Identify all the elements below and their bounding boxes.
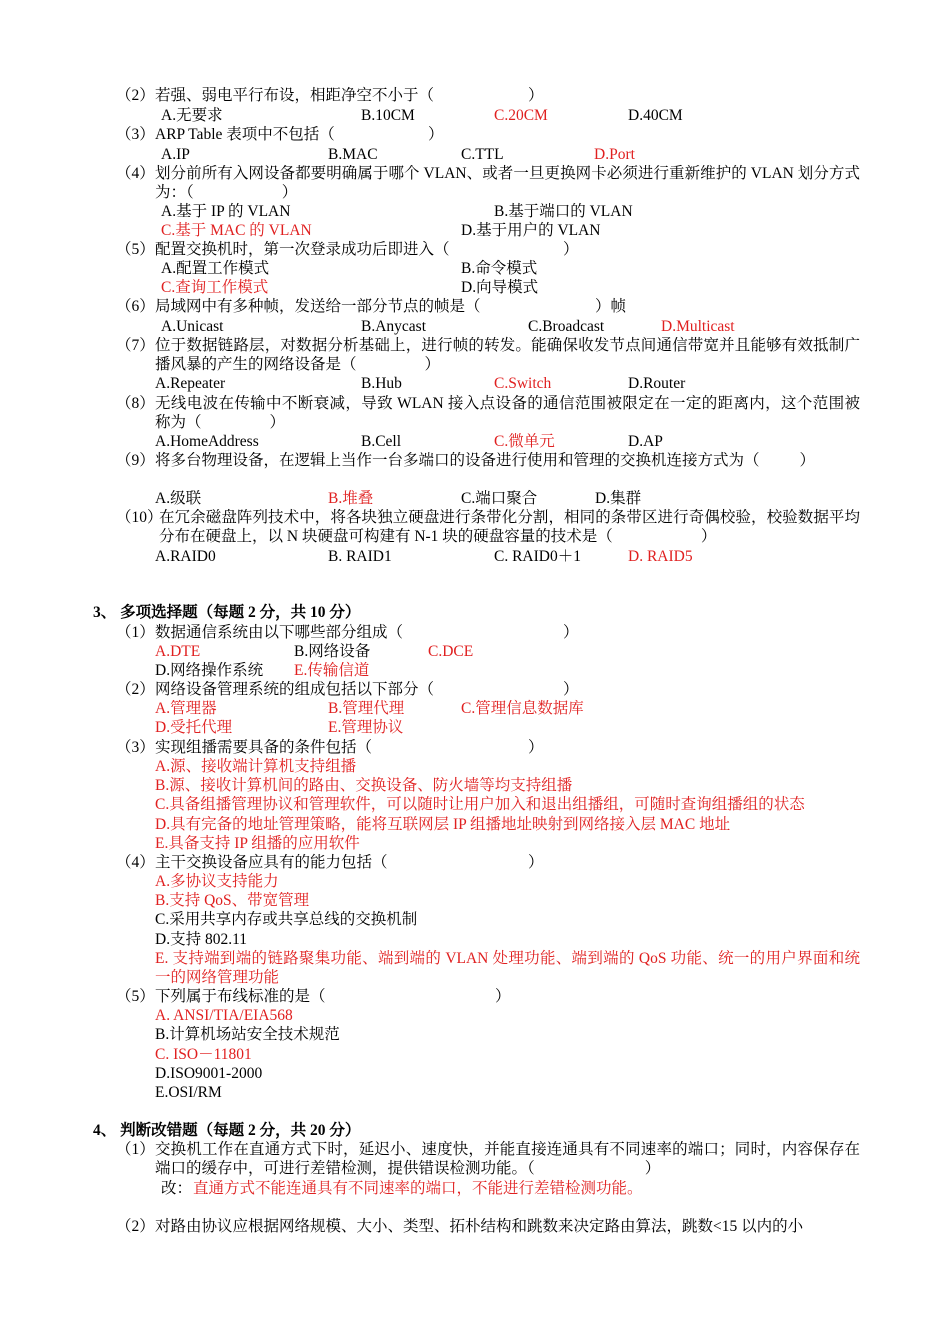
m1-number: （1） bbox=[116, 624, 155, 641]
m2-close: ） bbox=[563, 681, 579, 698]
m4-option-b-answer: B.支持 QoS、带宽管理 bbox=[155, 892, 310, 909]
m3-option-c-answer: C.具备组播管理协议和管理软件，可以随时让用户加入和退出组播组，可随时查询组播组的状态 bbox=[155, 796, 805, 813]
q5-stem: 配置交换机时，第一次登录成功后即进入（ bbox=[155, 241, 450, 258]
q2-close: ） bbox=[528, 87, 544, 104]
q8-option-c-answer: C.微单元 bbox=[494, 433, 555, 450]
q3-option-d-answer: D.Port bbox=[594, 146, 635, 163]
q5-number: （5） bbox=[116, 241, 155, 258]
q3-option-b: B.MAC bbox=[328, 146, 378, 163]
q3-option-a: A.IP bbox=[161, 146, 190, 163]
q2-option-a: A.无要求 bbox=[161, 107, 223, 124]
m3-option-b-answer: B.源、接收计算机间的路由、交换设备、防火墙等均支持组播 bbox=[155, 777, 573, 794]
q5-option-d: D.向导模式 bbox=[461, 279, 539, 296]
j2-number: （2） bbox=[116, 1218, 155, 1235]
section-4-heading: 4、 判断改错题（每题 2 分，共 20 分） bbox=[93, 1122, 361, 1139]
q10-option-c: C. RAID0＋1 bbox=[494, 548, 581, 565]
m3-option-a-answer: A.源、接收端计算机支持组播 bbox=[155, 758, 357, 775]
m5-option-c-answer: C. ISO－11801 bbox=[155, 1046, 252, 1063]
q2-stem: 若强、弱电平行布设，相距净空不小于（ bbox=[155, 87, 435, 104]
m2-option-a-answer: A.管理器 bbox=[155, 700, 217, 717]
q2-option-c-answer: C.20CM bbox=[494, 107, 548, 124]
m5-option-d: D.ISO9001-2000 bbox=[155, 1065, 263, 1082]
q6-stem: 局域网中有多种帧，发送给一部分节点的帧是（ bbox=[155, 298, 481, 315]
m5-number: （5） bbox=[116, 988, 155, 1005]
q8-option-a: A.HomeAddress bbox=[155, 433, 259, 450]
m5-option-a-answer: A. ANSI/TIA/EIA568 bbox=[155, 1007, 293, 1024]
m3-close: ） bbox=[528, 739, 544, 756]
q4-option-b: B.基于端口的 VLAN bbox=[494, 203, 633, 220]
q10-option-d-answer: D. RAID5 bbox=[628, 548, 693, 565]
q2-number: （2） bbox=[116, 87, 155, 104]
m2-option-e-answer: E.管理协议 bbox=[328, 719, 404, 736]
q9-option-b-answer: B.堆叠 bbox=[328, 490, 374, 507]
m4-number: （4） bbox=[116, 854, 155, 871]
q7-option-a: A.Repeater bbox=[155, 375, 226, 392]
q10-stem: 在冗余磁盘阵列技术中，将各块独立硬盘进行条带化分割，相同的条带区进行奇偶校验，校验数据平均分布在硬盘上，以 N 块硬盘可构建有 N-1 块的硬盘容量的技术是（ ） bbox=[159, 509, 860, 545]
m1-option-a-answer: A.DTE bbox=[155, 643, 201, 660]
m4-option-d: D.支持 802.11 bbox=[155, 931, 247, 948]
m5-stem: 下列属于布线标准的是（ bbox=[155, 988, 326, 1005]
m1-close: ） bbox=[563, 624, 579, 641]
q3-option-c: C.TTL bbox=[461, 146, 504, 163]
q8-option-d: D.AP bbox=[628, 433, 663, 450]
m4-stem: 主干交换设备应具有的能力包括（ bbox=[155, 854, 388, 871]
q8-stem: 无线电波在传输中不断衰减，导致 WLAN 接入点设备的通信范围被限定在一定的距离内，这个范围被称为（ ） bbox=[155, 395, 860, 431]
m4-option-c: C.采用共享内存或共享总线的交换机制 bbox=[155, 911, 418, 928]
q7-option-d: D.Router bbox=[628, 375, 686, 392]
q3-close: ） bbox=[428, 126, 444, 143]
q3-stem: ARP Table 表项中不包括（ bbox=[155, 126, 335, 143]
m2-stem: 网络设备管理系统的组成包括以下部分（ bbox=[155, 681, 435, 698]
q9-number: （9） bbox=[116, 452, 155, 469]
q7-number: （7） bbox=[116, 337, 155, 354]
q4-option-a: A.基于 IP 的 VLAN bbox=[161, 203, 291, 220]
m3-option-d-answer: D.具有完备的地址管理策略，能将互联网层 IP 组播地址映射到网络接入层 MAC 地址 bbox=[155, 816, 731, 833]
q9-option-a: A.级联 bbox=[155, 490, 202, 507]
q4-number: （4） bbox=[116, 165, 155, 182]
m2-option-d-answer: D.受托代理 bbox=[155, 719, 233, 736]
section-3-heading: 3、 多项选择题（每题 2 分，共 10 分） bbox=[93, 604, 361, 621]
m4-option-e-answer: E. 支持端到端的链路聚集功能、端到端的 VLAN 处理功能、端到端的 QoS 功能、统一的用户界面和统一的网络管理功能 bbox=[155, 950, 860, 986]
j1-correction: 直通方式不能连通具有不同速率的端口，不能进行差错检测功能。 bbox=[193, 1180, 643, 1197]
q6-close: ）帧 bbox=[595, 298, 627, 315]
m1-option-d: D.网络操作系统 bbox=[155, 662, 264, 679]
m5-close: ） bbox=[495, 988, 511, 1005]
m1-option-c-answer: C.DCE bbox=[428, 643, 474, 660]
m5-option-b: B.计算机场站安全技术规范 bbox=[155, 1026, 340, 1043]
q4-option-c-answer: C.基于 MAC 的 VLAN bbox=[161, 222, 312, 239]
q2-option-d: D.40CM bbox=[628, 107, 683, 124]
q8-option-b: B.Cell bbox=[361, 433, 402, 450]
m2-number: （2） bbox=[116, 681, 155, 698]
j1-fix-label: 改： bbox=[161, 1180, 193, 1197]
q7-option-b: B.Hub bbox=[361, 375, 402, 392]
q5-option-a: A.配置工作模式 bbox=[161, 260, 270, 277]
q6-option-b: B.Anycast bbox=[361, 318, 427, 335]
q8-number: （8） bbox=[116, 395, 155, 412]
m3-number: （3） bbox=[116, 739, 155, 756]
m3-option-e-answer: E.具备支持 IP 组播的应用软件 bbox=[155, 835, 360, 852]
q6-option-d-answer: D.Multicast bbox=[661, 318, 735, 335]
j2-stem: 对路由协议应根据网络规模、大小、类型、拓朴结构和跳数来决定路由算法，跳数<15 以内的小 bbox=[155, 1218, 804, 1235]
j1-number: （1） bbox=[116, 1141, 155, 1158]
q10-option-a: A.RAID0 bbox=[155, 548, 216, 565]
q6-option-c: C.Broadcast bbox=[528, 318, 605, 335]
m2-option-b-answer: B.管理代理 bbox=[328, 700, 405, 717]
q9-option-c: C.端口聚合 bbox=[461, 490, 538, 507]
m3-stem: 实现组播需要具备的条件包括（ bbox=[155, 739, 373, 756]
q5-option-b: B.命令模式 bbox=[461, 260, 538, 277]
q2-option-b: B.10CM bbox=[361, 107, 415, 124]
j1-stem: 交换机工作在直通方式下时，延迟小、速度快，并能直接连通具有不同速率的端口；同时，内容保存在端口的缓存中，可进行差错检测，提供错误检测功能。（ ） bbox=[155, 1141, 860, 1177]
q10-option-b: B. RAID1 bbox=[328, 548, 392, 565]
q7-stem: 位于数据链路层，对数据分析基础上，进行帧的转发。能确保收发节点间通信带宽并且能够有效抵制广播风暴的产生的网络设备是（ ） bbox=[155, 337, 860, 373]
q5-close: ） bbox=[563, 241, 579, 258]
q4-option-d: D.基于用户的 VLAN bbox=[461, 222, 601, 239]
q9-option-d: D.集群 bbox=[595, 490, 642, 507]
q6-option-a: A.Unicast bbox=[161, 318, 224, 335]
m4-option-a-answer: A.多协议支持能力 bbox=[155, 873, 279, 890]
q7-option-c-answer: C.Switch bbox=[494, 375, 552, 392]
q4-stem: 划分前所有入网设备都要明确属于哪个 VLAN、或者一旦更换网卡必须进行重新维护的 VLAN 划分方式为：（ ） bbox=[155, 165, 860, 201]
q9-stem: 将多台物理设备，在逻辑上当作一台多端口的设备进行使用和管理的交换机连接方式为（ ） bbox=[155, 452, 816, 469]
m1-option-e-answer: E.传输信道 bbox=[294, 662, 370, 679]
q5-option-c-answer: C.查询工作模式 bbox=[161, 279, 269, 296]
m5-option-e: E.OSI/RM bbox=[155, 1084, 222, 1101]
m1-option-b: B.网络设备 bbox=[294, 643, 371, 660]
m2-option-c-answer: C.管理信息数据库 bbox=[461, 700, 584, 717]
q10-number: （10） bbox=[116, 509, 163, 526]
m4-close: ） bbox=[528, 854, 544, 871]
m1-stem: 数据通信系统由以下哪些部分组成（ bbox=[155, 624, 404, 641]
q3-number: （3） bbox=[116, 126, 155, 143]
q6-number: （6） bbox=[116, 298, 155, 315]
